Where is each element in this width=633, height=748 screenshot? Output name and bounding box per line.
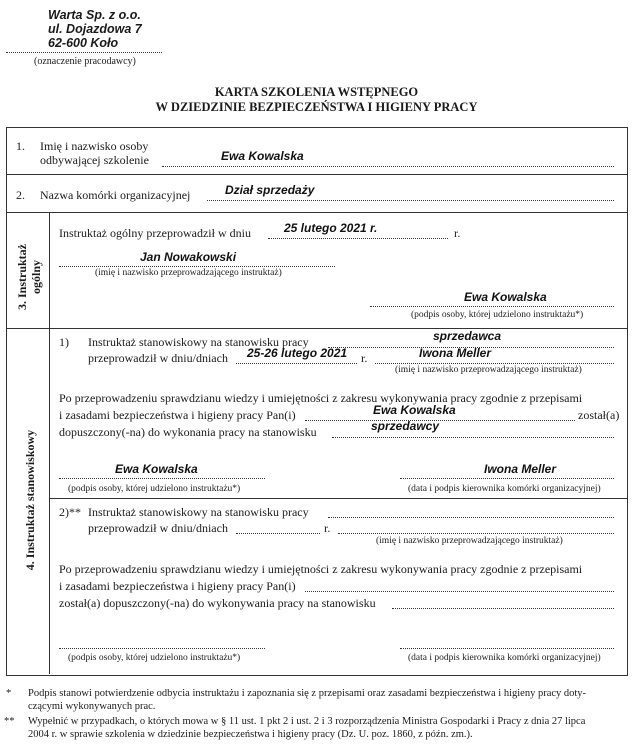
part1-sign-trainee-dotted-line [59, 478, 265, 479]
section3-side-line1: 3. Instruktaż [15, 244, 29, 311]
employer-dotted-line [6, 52, 162, 53]
section3-instructor-value: Jan Nowakowski [140, 250, 237, 264]
row2-dotted-line [207, 200, 614, 201]
section3-divider [6, 328, 627, 329]
employer-caption: (oznaczenie pracodawcy) [34, 56, 136, 67]
section3-trainee-caption: (podpis osoby, której udzielono instruktażu*) [411, 310, 584, 320]
part1-dates-dotted-line [236, 363, 357, 364]
part2-sign-manager-dotted-line [400, 648, 614, 649]
document-title-line2: W DZIEDZINIE BEZPIECZEŃSTWA I HIGIENY PRACY [155, 100, 478, 114]
part1-trainee-name-value: Ewa Kowalska [373, 403, 456, 417]
part1-line2: przeprowadził w dniu/dniach [88, 351, 228, 365]
part1-instructor-value: Iwona Meller [419, 346, 492, 360]
part2-para-line1: Po przeprowadzeniu sprawdzianu wiedzy i umiejętności z zakresu wykonywania pracy zgodnie z przepisami [59, 562, 583, 576]
employer-street: ul. Dojazdowa 7 [48, 22, 142, 36]
part1-para-line2-end: został(a) [578, 408, 620, 422]
part2-position2-dotted-line [392, 608, 614, 609]
row1-label-line2: odbywającej szkolenie [40, 153, 149, 167]
row2-department-value: Dział sprzedaży [225, 183, 315, 197]
section3-trainee-dotted-line [370, 306, 614, 307]
footnote-star-mark: * [6, 688, 12, 699]
part2-sign-trainee-dotted-line [59, 648, 265, 649]
row2-divider [6, 212, 627, 213]
part1-position-value: sprzedawca [433, 329, 502, 343]
section4-part-divider [49, 498, 627, 499]
part1-para-position-value: sprzedawcy [371, 419, 440, 433]
row1-name-value: Ewa Kowalska [221, 149, 304, 163]
row1-divider [6, 174, 627, 175]
row2-number: 2. [16, 188, 25, 202]
part1-sign-manager-caption: (data i podpis kierownika komórki organizacyjnej) [408, 484, 601, 494]
part1-instructor-dotted-line [375, 363, 614, 364]
footnote-dstar-line1: Wypełnić w przypadkach, o których mowa w § 11 ust. 1 pkt 2 i ust. 2 i 3 rozporządzenia Ministra Gospodarki i Pracy z dnia 27 lipca [28, 716, 586, 727]
part1-sign-trainee-value: Ewa Kowalska [115, 462, 198, 476]
part1-dates-value: 25-26 lutego 2021 [247, 346, 348, 360]
section3-side-line2: ogólny [29, 260, 43, 295]
side-column-divider [49, 212, 50, 674]
part2-dates-dotted-line [236, 533, 320, 534]
section3-text-prefix: Instruktaż ogólny przeprowadził w dniu [59, 226, 251, 240]
footnote-star-line1: Podpis stanowi potwierdzenie odbycia instruktażu i zapoznania się z przepisami oraz zasadami bezpieczeństwa i higieny pracy doty- [28, 688, 587, 699]
part1-para-line1: Po przeprowadzeniu sprawdzianu wiedzy i umiejętności z zakresu wykonywania pracy zgodnie z przepisami [59, 391, 583, 405]
part2-trainee-dotted-line [305, 591, 614, 592]
part1-line1: Instruktaż stanowiskowy na stanowisku pracy [88, 335, 309, 349]
part2-sign-manager-caption: (data i podpis kierownika komórki organizacyjnej) [408, 653, 601, 663]
row1-number: 1. [16, 139, 25, 153]
part2-line2: przeprowadził w dniu/dniach [88, 521, 228, 535]
section3-date-dotted-line [268, 238, 448, 239]
employer-name: Warta Sp. z o.o. [48, 8, 141, 22]
part1-r: r. [361, 351, 368, 365]
section4-side-label: 4. Instruktaż stanowiskowy [23, 429, 37, 571]
part1-para-position-dotted-line [332, 437, 614, 438]
part2-instructor-dotted-line [338, 533, 614, 534]
section3-r: r. [454, 226, 461, 240]
footnote-dstar-line2: 2004 r. w sprawie szkolenia w dziedzinie bezpieczeństwa i higieny pracy (Dz. U. poz. 1860, z późn. zm.). [28, 729, 473, 740]
row1-label-line1: Imię i nazwisko osoby [40, 139, 149, 153]
part1-number: 1) [59, 335, 69, 349]
part1-para-line3: dopuszczony(-na) do wykonania pracy na stanowisku [59, 425, 317, 439]
part2-number: 2)** [59, 505, 81, 519]
section3-date-value: 25 lutego 2021 r. [284, 221, 378, 235]
part1-instructor-caption: (imię i nazwisko przeprowadzającego instruktaż) [395, 365, 582, 375]
section3-trainee-signature: Ewa Kowalska [464, 290, 547, 304]
row2-label: Nazwa komórki organizacyjnej [40, 188, 191, 202]
part2-para-line2: i zasadami bezpieczeństwa i higieny pracy Pan(i) [59, 579, 296, 593]
document-title-line1: KARTA SZKOLENIA WSTĘPNEGO [214, 85, 419, 99]
part2-r: r. [324, 521, 331, 535]
section3-instructor-dotted-line [59, 266, 335, 267]
part1-sign-trainee-caption: (podpis osoby, której udzielono instruktażu*) [68, 484, 241, 494]
part2-sign-trainee-caption: (podpis osoby, której udzielono instruktażu*) [68, 653, 241, 663]
part2-instructor-caption: (imię i nazwisko przeprowadzającego instruktaż) [376, 536, 563, 546]
employer-city: 62-600 Koło [48, 36, 119, 50]
footnote-dstar-mark: ** [4, 716, 15, 727]
section3-side-label [15, 217, 45, 337]
row1-dotted-line [162, 166, 614, 167]
part1-sign-manager-value: Iwona Meller [484, 462, 557, 476]
part2-position-dotted-line [328, 517, 614, 518]
section3-instructor-caption: (imię i nazwisko przeprowadzającego instruktaż) [95, 268, 282, 278]
part1-para-line2: i zasadami bezpieczeństwa i higieny pracy Pan(i) [59, 408, 296, 422]
part2-para-line3: został(a) dopuszczony(-na) do wykonywania pracy na stanowisku [59, 596, 376, 610]
part1-sign-manager-dotted-line [400, 478, 614, 479]
part1-trainee-dotted-line [305, 420, 575, 421]
footnote-star-line2: czącymi wykonywanych prac. [28, 701, 156, 712]
part2-line1: Instruktaż stanowiskowy na stanowisku pracy [88, 505, 309, 519]
